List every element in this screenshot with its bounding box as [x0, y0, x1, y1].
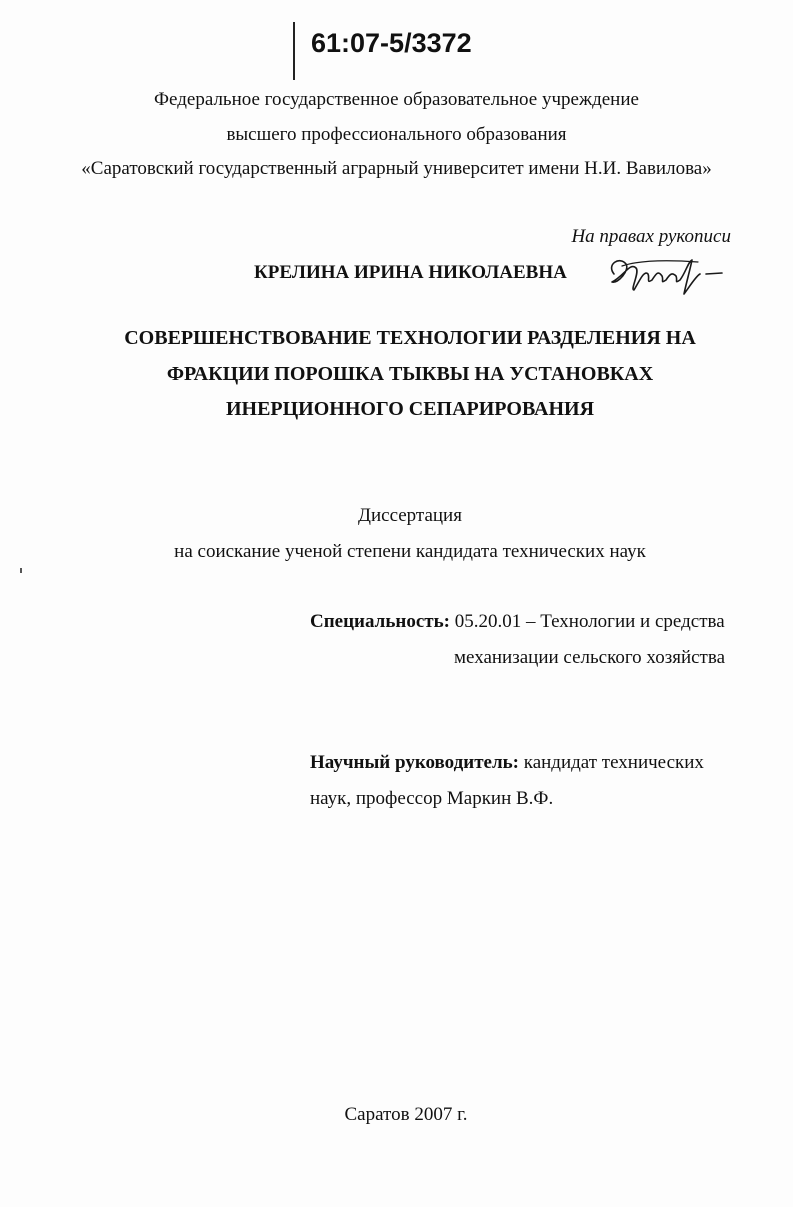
specialty-code: 05.20.01 – Технологии и средства: [449, 611, 725, 632]
scan-speck: [20, 568, 22, 573]
supervisor-degree: кандидат технических: [519, 752, 704, 773]
supervisor-line-1: [310, 752, 704, 774]
institution-line-2: высшего профессионального образования: [226, 124, 567, 145]
supervisor-label: Научный руководитель:: [310, 752, 519, 773]
author-signature: [600, 250, 730, 298]
manuscript-note: На правах рукописи: [571, 226, 731, 247]
institution-line-3: «Саратовский государственный аграрный университет имени Н.И. Вавилова»: [81, 158, 712, 179]
degree-line: на соискание ученой степени кандидата технических наук: [174, 541, 646, 562]
specialty-line-2: механизации сельского хозяйства: [454, 647, 726, 668]
title-line-3: ИНЕРЦИОННОГО СЕПАРИРОВАНИЯ: [225, 398, 595, 420]
work-type: Диссертация: [358, 505, 462, 526]
city-year: Саратов 2007 г.: [344, 1104, 468, 1125]
institution-line-1: Федеральное государственное образовательное учреждение: [154, 89, 639, 110]
title-line-1: СОВЕРШЕНСТВОВАНИЕ ТЕХНОЛОГИИ РАЗДЕЛЕНИЯ НА: [124, 327, 696, 349]
author-name: КРЕЛИНА ИРИНА НИКОЛАЕВНА: [254, 262, 567, 283]
title-line-2: ФРАКЦИИ ПОРОШКА ТЫКВЫ НА УСТАНОВКАХ: [166, 363, 654, 385]
supervisor-line-2: наук, профессор Маркин В.Ф.: [310, 788, 554, 809]
specialty-line-1: [310, 611, 725, 633]
stamp-divider: [293, 22, 295, 80]
specialty-label: Специальность:: [310, 611, 450, 632]
catalog-stamp: 61:07-5/3372: [311, 28, 472, 58]
